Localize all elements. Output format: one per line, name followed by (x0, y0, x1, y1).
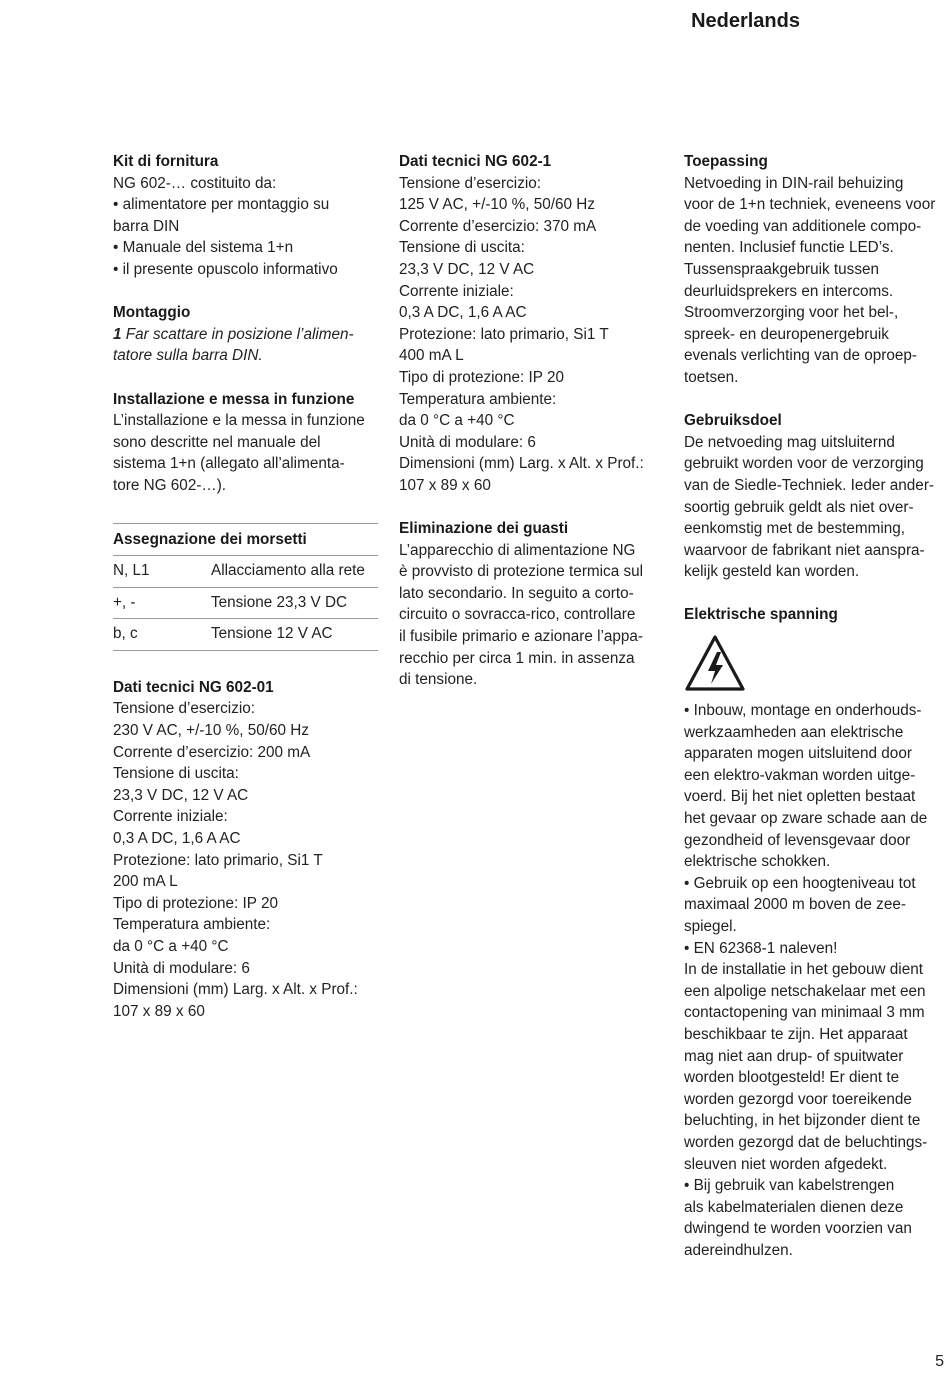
column-middle (399, 151, 667, 691)
section-mounting (113, 302, 381, 367)
tech-line: 230 V AC, +/-10 %, 50/60 Hz (113, 722, 309, 740)
tech-line: 107 x 89 x 60 (113, 1002, 205, 1020)
intended-use-line: kelijk gesteld kan worden. (684, 563, 860, 581)
page-language-header: Nederlands (691, 10, 800, 32)
tech-line: Tipo di protezione: IP 20 (399, 368, 564, 386)
section-application (684, 151, 950, 389)
installation-line: sistema 1+n (allegato all’alimenta- (113, 455, 345, 473)
table-row (113, 619, 378, 651)
electrical-line: contactopening van minimaal 3 mm (684, 1004, 925, 1022)
terminal-value: Tensione 23,3 V DC (211, 593, 348, 611)
electrical-line: een alpolige netschakelaar met een (684, 982, 926, 1000)
electrical-line: • Gebruik op een hoogteniveau tot (684, 874, 916, 892)
electrical-line: beschikbaar te zijn. Het apparaat (684, 1025, 908, 1043)
kit-line: • il presente opuscolo informativo (113, 260, 338, 278)
kit-line: NG 602-… costituito da: (113, 174, 277, 192)
electrical-line: • Inbouw, montage en onderhouds- (684, 702, 922, 720)
tech-line: da 0 °C a +40 °C (113, 938, 229, 955)
electrical-line: maximaal 2000 m boven de zee- (684, 896, 906, 914)
section-tech-602-01 (113, 677, 381, 1023)
troubleshooting-line: di tensione. (399, 671, 478, 689)
troubleshooting-line: il fusibile primario e azionare l’appa- (399, 628, 644, 646)
column-left (113, 151, 381, 1022)
terminal-table-title: Assegnazione dei morsetti (113, 523, 378, 557)
mounting-heading: Montaggio (113, 304, 191, 322)
electrical-voltage-heading: Elektrische spanning (684, 606, 838, 624)
high-voltage-warning-icon (684, 634, 746, 692)
section-installation (113, 389, 381, 497)
tech-line: 23,3 V DC, 12 V AC (113, 786, 249, 804)
section-electrical-voltage (684, 604, 950, 1261)
tech-line: Tensione di uscita: (399, 239, 525, 257)
electrical-line: werkzaamheden aan elektrische (684, 723, 904, 741)
application-line: Stroomverzorging voor het bel-, (684, 304, 899, 322)
kit-line: • alimentatore per montaggio su (113, 196, 330, 214)
mounting-step-cont: tatore sulla barra DIN. (113, 347, 263, 365)
application-line: toetsen. (684, 368, 739, 386)
application-line: evenals verlichting van de oproep- (684, 347, 917, 365)
troubleshooting-line: è provvisto di protezione termica sul (399, 563, 644, 581)
tech-line: 107 x 89 x 60 (399, 476, 491, 494)
section-intended-use (684, 410, 950, 583)
mounting-step-number: 1 (113, 325, 122, 343)
tech-line: Unità di modulare: 6 (113, 959, 250, 977)
terminal-value: Allacciamento alla rete (211, 562, 365, 580)
troubleshooting-line: L’apparecchio di alimentazione NG (399, 541, 636, 559)
troubleshooting-line: recchio per circa 1 min. in assenza (399, 649, 635, 667)
tech-line: 125 V AC, +/-10 %, 50/60 Hz (399, 196, 595, 214)
installation-line: L’installazione e la messa in funzione (113, 412, 365, 430)
installation-line: sono descritte nel manuale del (113, 433, 321, 451)
electrical-line: worden gezorgd voor toereikende (684, 1090, 912, 1108)
tech-line: Tensione d’esercizio: (113, 700, 255, 718)
terminal-key: b, c (113, 625, 138, 643)
tech-line: Temperatura ambiente: (399, 390, 557, 408)
section-tech-602-1 (399, 151, 667, 497)
kit-line: barra DIN (113, 217, 180, 235)
application-heading: Toepassing (684, 153, 768, 170)
section-troubleshooting (399, 518, 667, 691)
table-row (113, 588, 378, 620)
tech-line: Corrente iniziale: (399, 282, 514, 300)
electrical-line: voerd. Bij het niet opletten bestaat (684, 788, 916, 806)
intended-use-line: eenkomstig met de bestemming, (684, 520, 906, 538)
intended-use-heading: Gebruiksdoel (684, 412, 782, 430)
tech-602-1-heading: Dati tecnici NG 602-1 (399, 153, 552, 170)
electrical-line: gezondheid of levensgevaar door (684, 831, 911, 849)
electrical-line: • Bij gebruik van kabelstrengen (684, 1177, 895, 1195)
electrical-line: een elektro-vakman worden uitge- (684, 766, 916, 784)
electrical-line: In de installatie in het gebouw dient (684, 961, 923, 979)
kit-heading: Kit di fornitura (113, 153, 219, 170)
electrical-line: beluchting, in het bijzonder dient te (684, 1112, 921, 1130)
electrical-line: als kabelmaterialen dienen deze (684, 1198, 904, 1216)
tech-line: Dimensioni (mm) Larg. x Alt. x Prof.: (113, 981, 358, 999)
terminal-key: +, - (113, 593, 136, 611)
electrical-line: • EN 62368-1 naleven! (684, 939, 838, 957)
electrical-line: apparaten mogen uitsluitend door (684, 745, 912, 763)
intended-use-line: soortig gebruik geldt als niet over- (684, 498, 914, 516)
tech-line: Temperatura ambiente: (113, 916, 271, 934)
tech-line: Dimensioni (mm) Larg. x Alt. x Prof.: (399, 455, 644, 473)
tech-line: 0,3 A DC, 1,6 A AC (399, 304, 527, 322)
tech-line: Corrente iniziale: (113, 808, 228, 826)
tech-line: da 0 °C a +40 °C (399, 412, 515, 430)
application-line: deurluidsprekers en intercoms. (684, 282, 894, 300)
column-right (684, 151, 950, 1262)
table-row (113, 556, 378, 588)
electrical-line: worden blootgesteld! Er dient te (684, 1069, 900, 1087)
tech-line: Tensione d’esercizio: (399, 174, 541, 192)
application-line: de voeding van additionele compo- (684, 217, 922, 235)
application-line: nenten. Inclusief functie LED’s. (684, 239, 894, 257)
troubleshooting-line: circuito o sovracca-rico, controllare (399, 606, 636, 624)
tech-line: 23,3 V DC, 12 V AC (399, 260, 535, 278)
electrical-line: sleuven niet worden afgedekt. (684, 1155, 888, 1173)
tech-602-01-heading: Dati tecnici NG 602-01 (113, 678, 274, 696)
intended-use-line: De netvoeding mag uitsluiternd (684, 433, 895, 451)
tech-line: Protezione: lato primario, Si1 T (399, 325, 609, 343)
tech-line: Tipo di protezione: IP 20 (113, 894, 278, 912)
troubleshooting-line: lato secondario. In seguito a corto- (399, 584, 634, 602)
mounting-step (113, 324, 381, 346)
intended-use-line: van de Siedle-Techniek. Ieder ander- (684, 476, 935, 494)
electrical-line: het gevaar op zware schade aan de (684, 810, 928, 828)
application-line: voor de 1+n techniek, eveneens voor (684, 196, 936, 214)
electrical-line: worden gezorgd dat de beluchtings- (684, 1133, 928, 1151)
tech-line: 0,3 A DC, 1,6 A AC (113, 830, 241, 848)
application-line: spreek- en deuropenergebruik (684, 325, 889, 343)
terminal-assignment-table (113, 523, 378, 651)
application-line: Netvoeding in DIN-rail behuizing (684, 174, 904, 192)
kit-line: • Manuale del sistema 1+n (113, 239, 294, 257)
tech-line: 200 mA L (113, 873, 178, 891)
tech-line: Corrente d’esercizio: 200 mA (113, 743, 311, 761)
installation-line: tore NG 602-…). (113, 476, 227, 494)
installation-heading: Installazione e messa in funzione (113, 390, 355, 408)
tech-line: Tensione di uscita: (113, 765, 239, 783)
tech-line: Corrente d’esercizio: 370 mA (399, 217, 597, 235)
terminal-key: N, L1 (113, 562, 150, 580)
electrical-line: dwingend te worden voorzien van (684, 1220, 912, 1238)
page-number: 5 (935, 1353, 944, 1371)
intended-use-line: gebruikt worden voor de verzorging (684, 455, 924, 473)
electrical-line: elektrische schokken. (684, 853, 831, 871)
section-kit (113, 151, 381, 281)
terminal-value: Tensione 12 V AC (211, 625, 333, 643)
mounting-step-text: Far scattare in posizione l’alimen- (121, 325, 354, 343)
intended-use-line: waarvoor de fabrikant niet aanspra- (684, 541, 925, 559)
electrical-line: spiegel. (684, 918, 737, 935)
tech-line: Unità di modulare: 6 (399, 433, 536, 451)
troubleshooting-heading: Eliminazione dei guasti (399, 520, 569, 538)
application-line: Tussenspraakgebruik tussen (684, 260, 879, 278)
tech-line: Protezione: lato primario, Si1 T (113, 851, 323, 869)
electrical-line: mag niet aan drup- of spuitwater (684, 1047, 904, 1065)
tech-line: 400 mA L (399, 347, 464, 365)
electrical-line: adereindhulzen. (684, 1241, 793, 1259)
